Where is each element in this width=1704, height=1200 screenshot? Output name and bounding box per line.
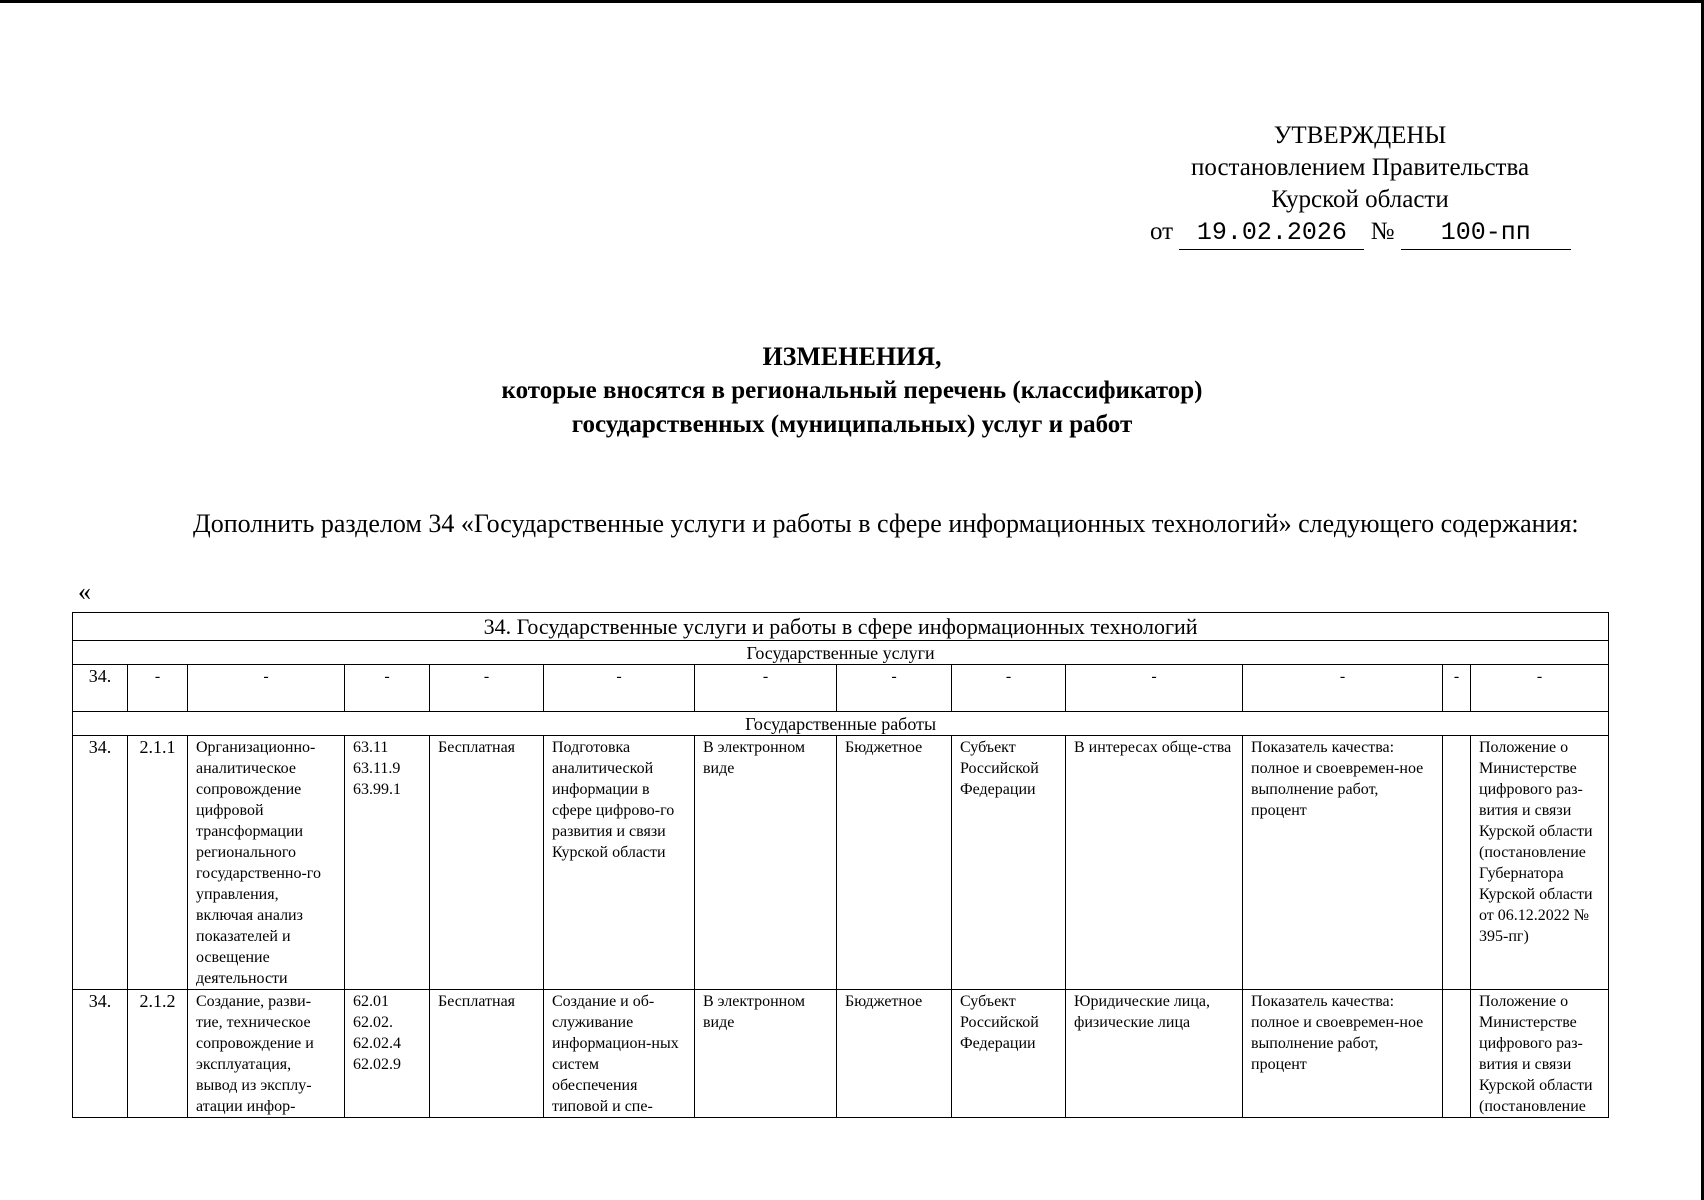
open-quote: « <box>78 577 91 606</box>
table-cell: - <box>952 665 1066 712</box>
table-cell: В интересах обще-ства <box>1066 736 1243 990</box>
table-cell: - <box>1443 665 1471 712</box>
table-cell: Субъект Российской Федерации <box>952 736 1066 990</box>
approval-from-label: от <box>1150 218 1174 245</box>
table-cell: 2.1.2 <box>128 990 188 1118</box>
table-cell: - <box>837 665 952 712</box>
services-title-row <box>73 641 1609 665</box>
section-title-row <box>73 613 1609 641</box>
table-cell: - <box>188 665 345 712</box>
table-cell: 34. <box>73 665 128 712</box>
approval-line2: постановлением Правительства <box>1190 154 1530 181</box>
table-cell: Юридические лица, физические лица <box>1066 990 1243 1118</box>
services-title: Государственные услуги <box>73 641 1609 665</box>
table-cell: В электронном виде <box>695 736 837 990</box>
page-edge-top <box>0 0 1704 3</box>
table-cell: Положение о Министерстве цифрового раз-вития и связи Курской области (постановление Губернатора Курской области от 06.12.2022 № 395-пг) <box>1471 736 1609 990</box>
table-cell: 2.1.1 <box>128 736 188 990</box>
approval-line1: УТВЕРЖДЕНЫ <box>1273 122 1447 149</box>
section-title: 34. Государственные услуги и работы в сфере информационных технологий <box>73 613 1609 641</box>
table-cell: - <box>1471 665 1609 712</box>
table-cell: 63.11 63.11.9 63.99.1 <box>345 736 430 990</box>
table-row <box>73 990 1609 1118</box>
table-row <box>73 736 1609 990</box>
table-cell: Бюджетное <box>837 990 952 1118</box>
table-cell: Создание и об-служивание информацион-ных систем обеспечения типовой и спе- <box>544 990 695 1118</box>
table-cell: - <box>430 665 544 712</box>
table-cell: Организационно-аналитическое сопровождение цифровой трансформации регионального государственно-го управления, включая анализ показателей и освещение деятельности <box>188 736 345 990</box>
table-cell: Субъект Российской Федерации <box>952 990 1066 1118</box>
table-cell: Бесплатная <box>430 736 544 990</box>
works-title-row <box>73 712 1609 736</box>
approval-number-label: № <box>1370 218 1395 245</box>
table-cell: - <box>1066 665 1243 712</box>
table-cell: Бесплатная <box>430 990 544 1118</box>
table-cell: Положение о Министерстве цифрового раз-вития и связи Курской области (постановление <box>1471 990 1609 1118</box>
table-cell: 34. <box>73 736 128 990</box>
approval-date: 19.02.2026 <box>1179 217 1364 250</box>
services-row <box>73 665 1609 712</box>
document-title: ИЗМЕНЕНИЯ, <box>762 342 942 371</box>
table-cell: - <box>345 665 430 712</box>
table-cell <box>1443 736 1471 990</box>
document-heading <box>0 340 1704 442</box>
approval-stamp <box>1150 120 1570 250</box>
document-subtitle-line2: государственных (муниципальных) услуг и работ <box>571 411 1133 438</box>
table-cell: Создание, разви-тие, техническое сопровождение и эксплуатация, вывод из эксплу-атации инфор- <box>188 990 345 1118</box>
approval-line3: Курской области <box>1271 186 1449 213</box>
intro-paragraph: Дополнить разделом 34 «Государственные услуги и работы в сфере информационных технологий» следующего содержания: <box>193 509 1579 538</box>
table-cell: - <box>128 665 188 712</box>
document-subtitle-line1: которые вносятся в региональный перечень (классификатор) <box>501 377 1203 404</box>
classifier-table <box>72 612 1609 1118</box>
table-cell: - <box>695 665 837 712</box>
approval-number: 100-пп <box>1401 217 1571 250</box>
table-cell: 34. <box>73 990 128 1118</box>
table-cell: В электронном виде <box>695 990 837 1118</box>
table-cell: Показатель качества: полное и своевремен-ное выполнение работ, процент <box>1243 736 1443 990</box>
table-cell: - <box>1243 665 1443 712</box>
table-cell: Подготовка аналитической информации в сфере цифрово-го развития и связи Курской области <box>544 736 695 990</box>
approval-date-line <box>1150 216 1570 250</box>
table-cell: 62.01 62.02. 62.02.4 62.02.9 <box>345 990 430 1118</box>
table-cell: Показатель качества: полное и своевремен-ное выполнение работ, процент <box>1243 990 1443 1118</box>
table-cell: Бюджетное <box>837 736 952 990</box>
works-title: Государственные работы <box>73 712 1609 736</box>
table-cell <box>1443 990 1471 1118</box>
table-cell: - <box>544 665 695 712</box>
